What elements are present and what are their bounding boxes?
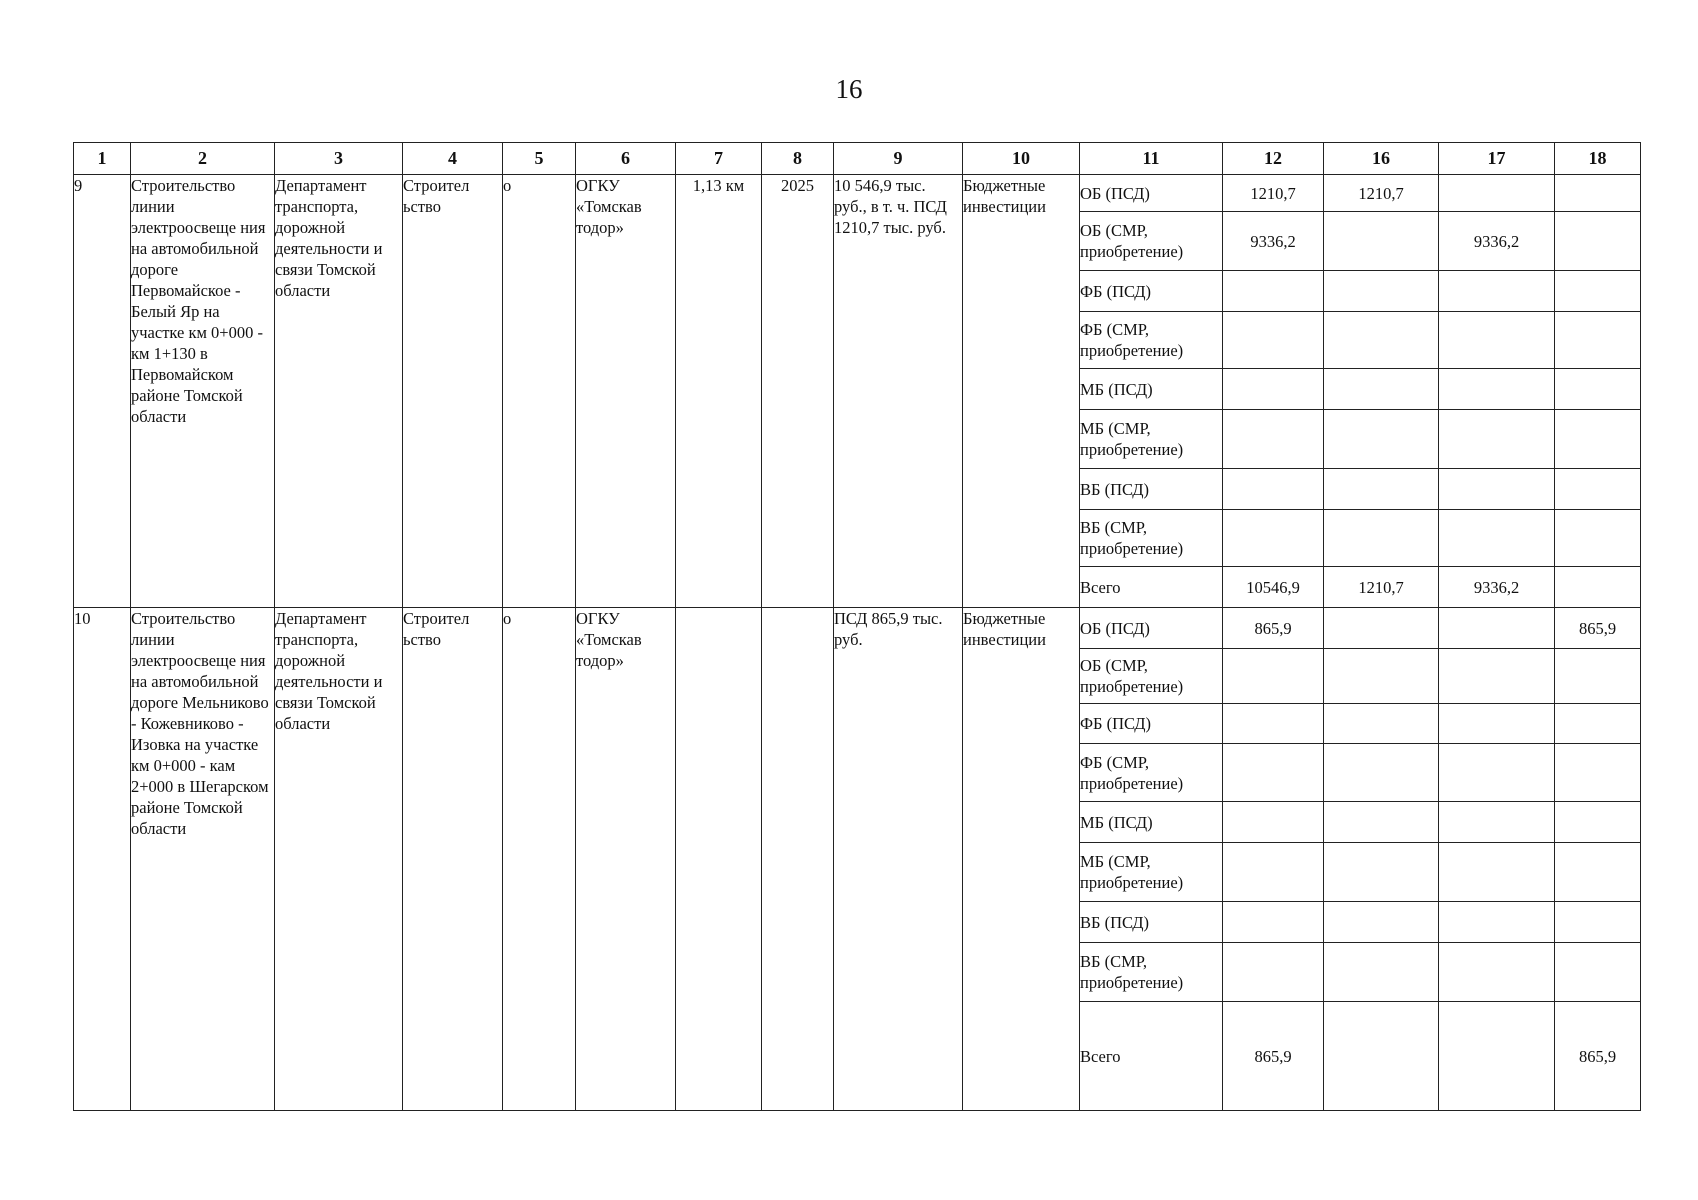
source-label: ВБ (ПСД) [1080,902,1223,943]
value-col-16 [1324,649,1439,704]
value-col-17 [1439,410,1555,469]
col-header-5: 5 [503,143,576,175]
col-header-6: 6 [576,143,676,175]
value-col-12 [1223,369,1324,410]
value-col-12: 1210,7 [1223,175,1324,212]
department: Департамент транспорта, дорожной деятельности и связи Томской области [275,175,403,608]
value-col-18 [1555,510,1641,567]
capacity [676,608,762,1111]
col-header-12: 12 [1223,143,1324,175]
col-header-11: 11 [1080,143,1223,175]
value-col-17 [1439,802,1555,843]
value-col-12: 865,9 [1223,1002,1324,1111]
col-header-17: 17 [1439,143,1555,175]
source-label: ВБ (СМР, приобретение) [1080,943,1223,1002]
value-col-16 [1324,943,1439,1002]
value-col-18 [1555,902,1641,943]
source-label: МБ (ПСД) [1080,369,1223,410]
estimated-cost: ПСД 865,9 тыс. руб. [834,608,963,1111]
value-col-17 [1439,943,1555,1002]
year: 2025 [762,175,834,608]
estimated-cost: 10 546,9 тыс. руб., в т. ч. ПСД 1210,7 тыс. руб. [834,175,963,608]
value-col-17 [1439,1002,1555,1111]
value-col-18 [1555,410,1641,469]
value-col-12 [1223,510,1324,567]
value-col-12 [1223,312,1324,369]
value-col-12 [1223,744,1324,802]
value-col-16 [1324,212,1439,271]
value-col-18 [1555,704,1641,744]
source-label: МБ (СМР, приобретение) [1080,843,1223,902]
col-header-4: 4 [403,143,503,175]
value-col-17 [1439,369,1555,410]
value-col-18: 865,9 [1555,608,1641,649]
customer: ОГКУ «Томскав тодор» [576,608,676,1111]
value-col-17 [1439,469,1555,510]
investment-form: Бюджетные инвестиции [963,608,1080,1111]
value-col-17 [1439,608,1555,649]
source-label: ФБ (ПСД) [1080,271,1223,312]
value-col-18 [1555,369,1641,410]
value-col-18 [1555,744,1641,802]
source-label: ОБ (СМР, приобретение) [1080,212,1223,271]
capacity: 1,13 км [676,175,762,608]
value-col-12 [1223,843,1324,902]
value-col-18 [1555,843,1641,902]
value-col-16 [1324,1002,1439,1111]
value-col-17 [1439,843,1555,902]
col-header-16: 16 [1324,143,1439,175]
col-header-3: 3 [275,143,403,175]
value-col-12 [1223,704,1324,744]
value-col-17 [1439,312,1555,369]
col-header-18: 18 [1555,143,1641,175]
customer: ОГКУ «Томскав тодор» [576,175,676,608]
value-col-16: 1210,7 [1324,567,1439,608]
source-label: ФБ (ПСД) [1080,704,1223,744]
value-col-18 [1555,567,1641,608]
source-label: ОБ (ПСД) [1080,608,1223,649]
source-label: ФБ (СМР, приобретение) [1080,312,1223,369]
value-col-16 [1324,369,1439,410]
year [762,608,834,1111]
col-header-2: 2 [131,143,275,175]
value-col-18 [1555,271,1641,312]
value-col-16 [1324,410,1439,469]
value-col-16 [1324,312,1439,369]
source-label: ОБ (ПСД) [1080,175,1223,212]
value-col-17 [1439,649,1555,704]
object-name: Строительство линии электроосвеще ния на автомобильной дороге Мельниково - Кожевниково - Изовка на участке км 0+000 - кам 2+000 в Шегарском районе Томской области [131,608,275,1111]
value-col-12: 10546,9 [1223,567,1324,608]
value-col-17 [1439,271,1555,312]
value-col-12: 865,9 [1223,608,1324,649]
column-5-value: о [503,175,576,608]
value-col-18 [1555,312,1641,369]
value-col-16 [1324,608,1439,649]
department: Департамент транспорта, дорожной деятельности и связи Томской области [275,608,403,1111]
col-header-8: 8 [762,143,834,175]
value-col-17: 9336,2 [1439,212,1555,271]
col-header-10: 10 [963,143,1080,175]
value-col-16 [1324,902,1439,943]
value-col-16: 1210,7 [1324,175,1439,212]
value-col-18 [1555,943,1641,1002]
value-col-16 [1324,469,1439,510]
object-name: Строительство линии электроосвеще ния на автомобильной дороге Первомайское - Белый Яр на участке км 0+000 - км 1+130 в Первомайском районе Томской области [131,175,275,608]
value-col-16 [1324,510,1439,567]
value-col-17 [1439,175,1555,212]
value-col-16 [1324,271,1439,312]
value-col-18 [1555,469,1641,510]
value-col-12 [1223,649,1324,704]
value-col-12 [1223,271,1324,312]
value-col-16 [1324,744,1439,802]
value-col-18 [1555,212,1641,271]
value-col-16 [1324,802,1439,843]
value-col-12 [1223,469,1324,510]
table-row [74,175,1641,212]
value-col-18 [1555,802,1641,843]
row-number: 9 [74,175,131,608]
header-row [74,143,1641,175]
value-col-18 [1555,649,1641,704]
work-type: Строител ьство [403,608,503,1111]
value-col-16 [1324,843,1439,902]
col-header-1: 1 [74,143,131,175]
table-row [74,608,1641,649]
investment-form: Бюджетные инвестиции [963,175,1080,608]
value-col-17 [1439,744,1555,802]
value-col-12 [1223,943,1324,1002]
value-col-17: 9336,2 [1439,567,1555,608]
value-col-18 [1555,175,1641,212]
value-col-17 [1439,510,1555,567]
investment-table [73,142,1641,1111]
source-label: ФБ (СМР, приобретение) [1080,744,1223,802]
column-5-value: о [503,608,576,1111]
source-label: МБ (СМР, приобретение) [1080,410,1223,469]
value-col-16 [1324,704,1439,744]
page-number: 16 [835,74,863,104]
source-label-total: Всего [1080,1002,1223,1111]
value-col-12 [1223,902,1324,943]
row-number: 10 [74,608,131,1111]
source-label: ОБ (СМР, приобретение) [1080,649,1223,704]
source-label: ВБ (ПСД) [1080,469,1223,510]
source-label: МБ (ПСД) [1080,802,1223,843]
value-col-12 [1223,410,1324,469]
col-header-9: 9 [834,143,963,175]
value-col-17 [1439,902,1555,943]
value-col-17 [1439,704,1555,744]
value-col-12 [1223,802,1324,843]
work-type: Строител ьство [403,175,503,608]
source-label-total: Всего [1080,567,1223,608]
value-col-12: 9336,2 [1223,212,1324,271]
col-header-7: 7 [676,143,762,175]
value-col-18: 865,9 [1555,1002,1641,1111]
source-label: ВБ (СМР, приобретение) [1080,510,1223,567]
